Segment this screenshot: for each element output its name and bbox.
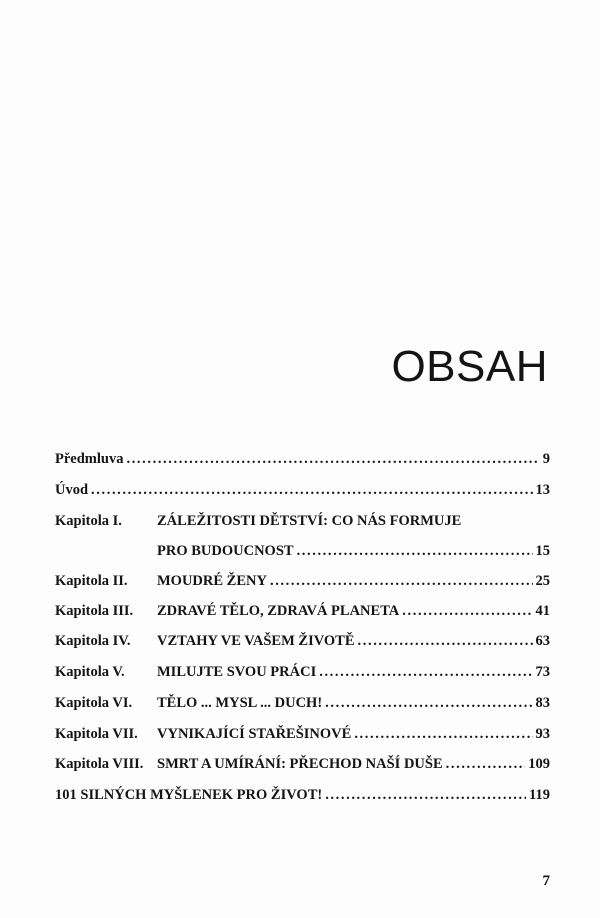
toc-page-number: 73	[535, 664, 550, 680]
chapter-label: Kapitola V.	[55, 664, 125, 680]
toc-entry-title: TĚLO ... MYSL ... DUCH!	[157, 695, 323, 711]
toc-entry-title: Předmluva	[55, 451, 124, 467]
toc-entry-chapter-2	[55, 570, 550, 592]
toc-entry-title: ZÁLEŽITOSTI DĚTSTVÍ: CO NÁS FORMUJE	[157, 513, 462, 529]
toc-entry-chapter-1-continued	[55, 540, 550, 562]
chapter-label: Kapitola I.	[55, 513, 122, 529]
page-number: 7	[542, 873, 550, 889]
toc-page-number: 119	[529, 787, 550, 803]
toc-entry-title: Úvod	[55, 482, 89, 498]
dot-leader	[446, 753, 526, 775]
dot-leader	[325, 784, 526, 806]
chapter-label: Kapitola IV.	[55, 633, 131, 649]
chapter-label: Kapitola VIII.	[55, 756, 144, 772]
toc-page-number: 109	[528, 756, 550, 772]
toc-page-number: 93	[535, 726, 550, 742]
toc-entry-title: 101 SILNÝCH MYŠLENEK PRO ŽIVOT!	[55, 787, 323, 803]
toc-page-number: 15	[535, 543, 550, 559]
toc-page-number: 83	[535, 695, 550, 711]
toc-entry-chapter-4	[55, 630, 550, 652]
toc-entry-chapter-1	[55, 510, 550, 532]
toc-entry-chapter-5	[55, 661, 550, 683]
toc-page-number: 25	[535, 573, 550, 589]
dot-leader	[270, 570, 533, 592]
chapter-label: Kapitola VII.	[55, 726, 138, 742]
dot-leader	[358, 630, 533, 652]
dot-leader	[402, 600, 532, 622]
toc-entry-title: VYNIKAJÍCÍ STAŘEŠINOVÉ	[157, 726, 352, 742]
toc-entry-uvod	[55, 479, 550, 501]
chapter-label: Kapitola II.	[55, 573, 128, 589]
dot-leader	[325, 692, 532, 714]
dot-leader	[297, 540, 533, 562]
toc-entry-title: SMRT A UMÍRÁNÍ: PŘECHOD NAŠÍ DUŠE	[157, 756, 443, 772]
toc-entry-chapter-7	[55, 723, 550, 745]
dot-leader	[354, 723, 532, 745]
chapter-label: Kapitola VI.	[55, 695, 133, 711]
chapter-label: Kapitola III.	[55, 603, 134, 619]
dot-leader	[91, 479, 532, 501]
toc-entry-101-thoughts	[55, 784, 550, 806]
toc-entry-title: MILUJTE SVOU PRÁCI	[157, 664, 317, 680]
toc-entry-predmluva	[55, 448, 550, 470]
dot-leader	[319, 661, 532, 683]
toc-entry-title: PRO BUDOUCNOST	[157, 543, 294, 559]
toc-entry-title: MOUDRÉ ŽENY	[157, 573, 267, 589]
page-title: OBSAH	[391, 342, 548, 391]
toc-page-number: 9	[542, 451, 550, 467]
toc-entry-title: ZDRAVÉ TĚLO, ZDRAVÁ PLANETA	[157, 603, 400, 619]
dot-leader	[126, 448, 539, 470]
toc-page-number: 63	[535, 633, 550, 649]
toc-entry-chapter-3	[55, 600, 550, 622]
toc-entry-chapter-8	[55, 753, 550, 775]
toc-page-number: 41	[535, 603, 550, 619]
toc-entry-chapter-6	[55, 692, 550, 714]
toc-entry-title: VZTAHY VE VAŠEM ŽIVOTĚ	[157, 633, 355, 649]
toc-page-number: 13	[535, 482, 550, 498]
